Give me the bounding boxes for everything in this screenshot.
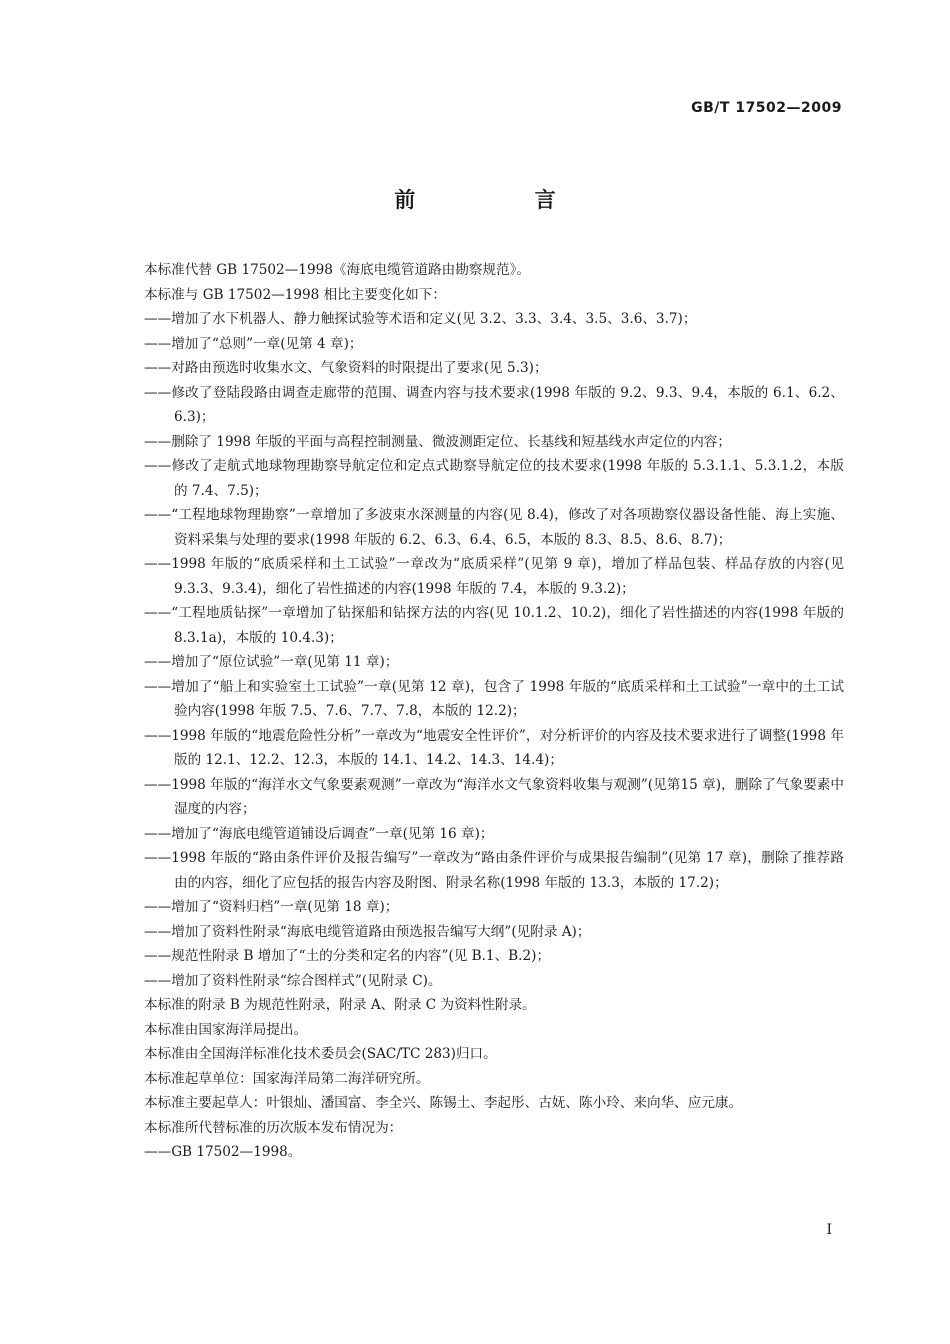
change-item: ——1998 年版的“海洋水文气象要素观测”一章改为“海洋水文气象资料收集与观测”(见第15 章)，删除了气象要素中湿度的内容； [144,776,844,817]
page-number: I [826,1222,832,1238]
paragraph: 本标准的附录 B 为规范性附录，附录 A、附录 C 为资料性附录。 [144,997,536,1013]
change-item: ——增加了“船上和实验室土工试验”一章(见第 12 章)，包含了 1998 年版的“底质采样和土工试验”一章中的土工试验内容(1998 年版 7.5、7.6、7.7、7.8，本版的 12.2)； [144,678,844,719]
change-item: ——1998 年版的“路由条件评价及报告编写”一章改为“路由条件评价与成果报告编制”(见第 17 章)，删除了推荐路由的内容，细化了应包括的报告内容及附图、附录名称(1998 年版的 13.3，本版的 17.2)； [144,850,844,891]
change-item: ——1998 年版的“地震危险性分析”一章改为“地震安全性评价”，对分析评价的内容及技术要求进行了调整(1998 年版的 12.1、12.2、12.3，本版的 14.1、14.2、14.3、14.4)； [144,727,844,768]
change-item: ——删除了 1998 年版的平面与高程控制测量、微波测距定位、长基线和短基线水声定位的内容； [144,433,731,450]
page-title: 前 言 [394,188,612,212]
paragraph: 本标准与 GB 17502—1998 相比主要变化如下： [144,286,446,303]
paragraph: 本标准主要起草人：叶银灿、潘国富、李全兴、陈锡土、李起彤、古妩、陈小玲、来向华、应元康。 [144,1095,743,1111]
change-item: ——对路由预选时收集水文、气象资料的时限提出了要求(见 5.3)； [144,360,548,376]
change-item: ——增加了资料性附录“海底电缆管道路由预选报告编写大纲”(见附录 A)； [144,923,591,940]
change-item: ——修改了走航式地球物理勘察导航定位和定点式勘察导航定位的技术要求(1998 年版的 5.3.1.1、5.3.1.2，本版的 7.4、7.5)； [144,458,844,499]
paragraph: 本标准由全国海洋标准化技术委员会(SAC/TC 283)归口。 [144,1046,497,1062]
standard-code: GB/T 17502—2009 [691,100,842,116]
document-body [144,258,844,1165]
change-item: ——增加了“原位试验”一章(见第 11 章)； [144,654,399,670]
change-item: ——增加了资料性附录“综合图样式”(见附录 C)。 [144,972,442,989]
history-item: ——GB 17502—1998。 [144,1144,302,1160]
change-item: ——规范性附录 B 增加了“土的分类和定名的内容”(见 B.1、B.2)； [144,948,551,964]
paragraph: 本标准代替 GB 17502—1998《海底电缆管道路由勘察规范》。 [144,262,530,278]
change-item: ——“工程地质钻探”一章增加了钻探船和钻探方法的内容(见 10.1.2、10.2)，细化了岩性描述的内容(1998 年版的 8.3.1a)，本版的 10.4.3)； [144,605,844,646]
change-item: ——增加了“海底电缆管道铺设后调查”一章(见第 16 章)； [144,825,494,842]
paragraph: 本标准所代替标准的历次版本发布情况为： [144,1119,403,1136]
paragraph: 本标准由国家海洋局提出。 [144,1021,308,1038]
change-item: ——“工程地球物理勘察”一章增加了多波束水深测量的内容(见 8.4)，修改了对各项勘察仪器设备性能、海上实施、资料采集与处理的要求(1998 年版的 6.2、6.3、6.4、6.5，本版的 8.3、8.5、8.6、8.7)； [144,507,844,548]
paragraph: 本标准起草单位：国家海洋局第二海洋研究所。 [144,1070,430,1087]
change-item: ——修改了登陆段路由调查走廊带的范围、调查内容与技术要求(1998 年版的 9.2、9.3、9.4，本版的 6.1、6.2、6.3)； [144,384,844,425]
change-item: ——增加了“总则”一章(见第 4 章)； [144,335,363,352]
change-item: ——增加了水下机器人、静力触探试验等术语和定义(见 3.2、3.3、3.4、3.5、3.6、3.7)； [144,311,697,327]
change-item: ——增加了“资料归档”一章(见第 18 章)； [144,899,399,915]
change-item: ——1998 年版的“底质采样和土工试验”一章改为“底质采样”(见第 9 章)，增加了样品包装、样品存放的内容(见 9.3.3、9.3.4)，细化了岩性描述的内容(1998 年版的 7.4，本版的 9.3.2)； [144,556,844,597]
